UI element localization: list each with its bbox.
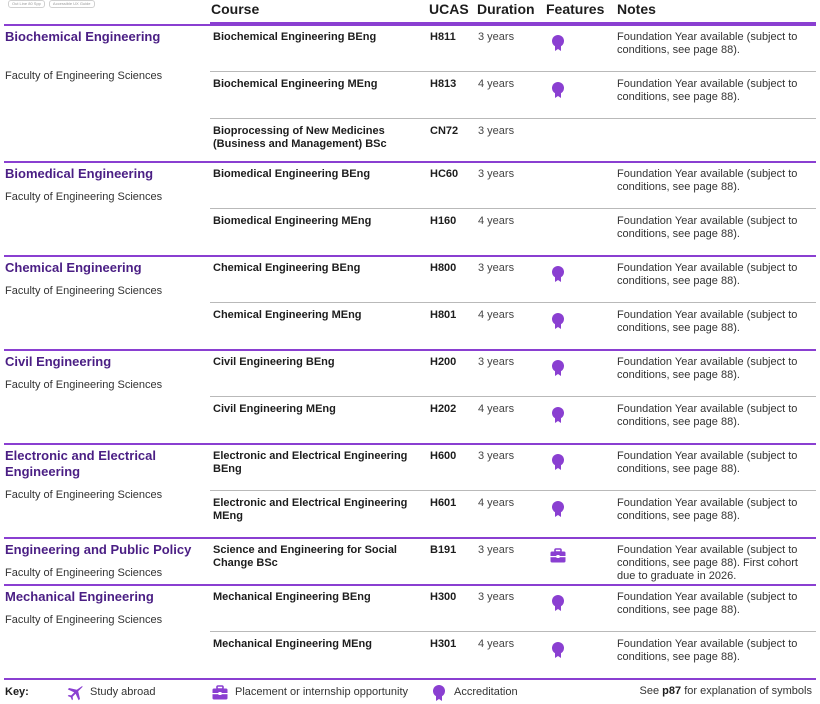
table-row (0, 208, 820, 255)
row-divider (210, 490, 816, 491)
key-divider (4, 678, 816, 680)
accreditation-icon (549, 500, 567, 518)
table-row (0, 24, 820, 71)
see-prefix: See (639, 685, 663, 697)
table-row (0, 161, 820, 208)
accreditation-icon (549, 594, 567, 612)
column-header-features: Features (546, 1, 605, 17)
course-notes: Foundation Year available (subject to conditions, see page 88). (617, 168, 798, 193)
placement-icon (549, 547, 567, 565)
ucas-code: H800 (430, 262, 457, 274)
key-legend (0, 678, 820, 704)
table-row (0, 118, 820, 165)
ucas-code: H813 (430, 78, 457, 90)
course-notes: Foundation Year available (subject to conditions, see page 88). First cohort due to graduate in 2026. (617, 544, 798, 582)
row-divider (210, 396, 816, 397)
ucas-code: HC60 (430, 168, 459, 180)
column-header-ucas: UCAS (429, 1, 469, 17)
faculty-name: Faculty of Engineering Sciences (5, 70, 163, 82)
course-duration: 3 years (478, 31, 515, 43)
course-notes: Foundation Year available (subject to conditions, see page 88). (617, 78, 798, 103)
column-header-duration: Duration (477, 1, 535, 17)
table-row (0, 396, 820, 443)
course-name: Science and Engineering for Social Change BSc (213, 544, 397, 569)
course-notes: Foundation Year available (subject to conditions, see page 88). (617, 497, 798, 522)
accreditation-icon (430, 684, 448, 702)
course-duration: 3 years (478, 450, 515, 462)
course-duration: 4 years (478, 215, 515, 227)
accreditation-icon (549, 81, 567, 99)
course-duration: 4 years (478, 497, 515, 509)
course-notes: Foundation Year available (subject to conditions, see page 88). (617, 262, 798, 287)
subject-group (0, 584, 820, 678)
course-name: Chemical Engineering BEng (213, 262, 361, 274)
course-duration: 3 years (478, 356, 515, 368)
course-duration: 3 years (478, 125, 515, 137)
badge-label: Accessible UX Guide (49, 0, 95, 8)
study-abroad-icon (66, 684, 84, 702)
row-divider (210, 118, 816, 119)
ucas-code: H301 (430, 638, 457, 650)
see-page: p87 (662, 685, 682, 697)
course-notes: Foundation Year available (subject to conditions, see page 88). (617, 638, 798, 663)
subject-group (0, 537, 820, 584)
faculty-name: Faculty of Engineering Sciences (5, 614, 163, 626)
table-row (0, 302, 820, 349)
subject-title: Biochemical Engineering (5, 29, 161, 44)
table-row (0, 71, 820, 118)
subject-title: Engineering and Public Policy (5, 542, 192, 557)
row-divider (210, 71, 816, 72)
course-notes: Foundation Year available (subject to conditions, see page 88). (617, 215, 798, 240)
subject-group (0, 349, 820, 443)
column-header-notes: Notes (617, 1, 656, 17)
accreditation-icon (549, 312, 567, 330)
faculty-name: Faculty of Engineering Sciences (5, 379, 163, 391)
row-divider (210, 208, 816, 209)
ucas-code: H601 (430, 497, 457, 509)
ucas-code: H202 (430, 403, 457, 415)
course-name: Biochemical Engineering MEng (213, 78, 378, 90)
course-name: Chemical Engineering MEng (213, 309, 362, 321)
course-notes: Foundation Year available (subject to conditions, see page 88). (617, 450, 798, 475)
course-duration: 3 years (478, 591, 515, 603)
accreditation-icon (549, 34, 567, 52)
course-name: Biochemical Engineering BEng (213, 31, 377, 43)
course-duration: 3 years (478, 168, 515, 180)
course-duration: 4 years (478, 78, 515, 90)
course-name: Electronic and Electrical Engineering BEng (213, 450, 408, 475)
ucas-code: H801 (430, 309, 457, 321)
symbols-reference (640, 685, 812, 697)
subject-title: Biomedical Engineering (5, 166, 154, 181)
subject-title: Civil Engineering (5, 354, 112, 369)
key-item-study-abroad: Study abroad (90, 686, 156, 698)
faculty-name: Faculty of Engineering Sciences (5, 285, 163, 297)
course-notes: Foundation Year available (subject to conditions, see page 88). (617, 403, 798, 428)
table-header (0, 0, 820, 24)
course-name: Biomedical Engineering MEng (213, 215, 372, 227)
accreditation-icon (549, 641, 567, 659)
course-name: Civil Engineering BEng (213, 356, 335, 368)
course-name: Biomedical Engineering BEng (213, 168, 371, 180)
faculty-name: Faculty of Engineering Sciences (5, 191, 163, 203)
table-row (0, 255, 820, 302)
table-row (0, 443, 820, 490)
accreditation-icon (549, 453, 567, 471)
row-divider (210, 302, 816, 303)
course-duration: 3 years (478, 544, 515, 556)
ucas-code: B191 (430, 544, 457, 556)
column-header-course: Course (211, 1, 260, 17)
row-divider (210, 631, 816, 632)
placement-icon (211, 684, 229, 702)
accreditation-icon (549, 359, 567, 377)
course-name: Civil Engineering MEng (213, 403, 336, 415)
subject-title: Chemical Engineering (5, 260, 142, 275)
key-item-accreditation: Accreditation (454, 686, 518, 698)
faculty-name: Faculty of Engineering Sciences (5, 489, 163, 501)
badge-label: Out Line 80 Spp (8, 0, 45, 8)
course-name: Mechanical Engineering BEng (213, 591, 371, 603)
subject-group (0, 255, 820, 349)
course-notes: Foundation Year available (subject to conditions, see page 88). (617, 356, 798, 381)
course-name: Electronic and Electrical Engineering MEng (213, 497, 408, 522)
course-notes: Foundation Year available (subject to conditions, see page 88). (617, 309, 798, 334)
subject-title: Mechanical Engineering (5, 589, 154, 604)
ucas-code: H200 (430, 356, 457, 368)
course-duration: 3 years (478, 262, 515, 274)
faculty-name: Faculty of Engineering Sciences (5, 567, 163, 579)
table-row (0, 490, 820, 537)
course-notes: Foundation Year available (subject to conditions, see page 88). (617, 591, 798, 616)
subject-group (0, 161, 820, 255)
ucas-code: H160 (430, 215, 457, 227)
table-row (0, 584, 820, 631)
table-row (0, 349, 820, 396)
course-name: Mechanical Engineering MEng (213, 638, 372, 650)
table-row (0, 631, 820, 678)
accreditation-icon (549, 406, 567, 424)
ucas-code: CN72 (430, 125, 459, 137)
header-badge (8, 0, 95, 8)
course-notes: Foundation Year available (subject to conditions, see page 88). (617, 31, 798, 56)
accreditation-icon (549, 265, 567, 283)
table-row (0, 537, 820, 584)
ucas-code: H300 (430, 591, 457, 603)
ucas-code: H811 (430, 31, 456, 43)
subject-group (0, 443, 820, 537)
key-item-placement: Placement or internship opportunity (235, 686, 409, 698)
course-duration: 4 years (478, 403, 515, 415)
course-name: Bioprocessing of New Medicines (Business and Management) BSc (213, 125, 387, 150)
subject-title: Electronic and Electrical Engineering (5, 448, 157, 479)
subject-group (0, 24, 820, 165)
course-duration: 4 years (478, 309, 515, 321)
see-suffix: for explanation of symbols (681, 685, 812, 697)
ucas-code: H600 (430, 450, 457, 462)
key-label: Key: (5, 686, 29, 698)
course-duration: 4 years (478, 638, 515, 650)
